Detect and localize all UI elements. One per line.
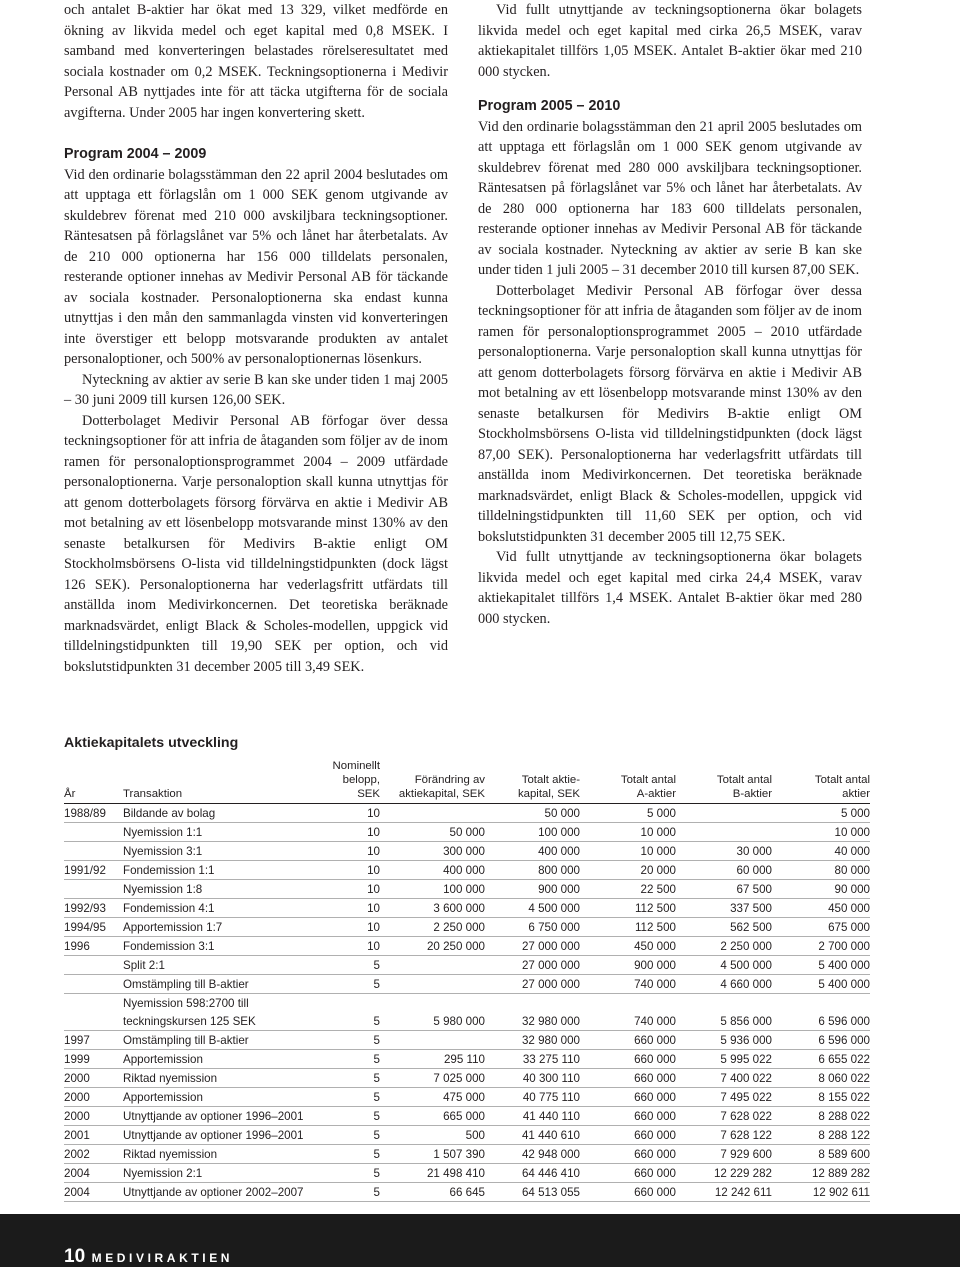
table-row <box>64 937 870 956</box>
table-cell: 100 000 <box>485 823 580 842</box>
table-cell: teckningskursen 125 SEK <box>123 1012 320 1031</box>
left-text-column <box>64 0 448 677</box>
paragraph: och antalet B-aktier har ökat med 13 329, vilket medförde en ökning av likvida medel och eget kapital med 0,8 MSEK. I samband med konverteringen belastades rörelseresultatet med sociala kostnader om 0,2 MSEK. Teckningsoptionerna i Medivir Personal AB nyttjades inte för att täcka utgifterna för de sociala avgifterna. Under 2005 har ingen konvertering skett. <box>64 2 448 121</box>
table-cell: 60 000 <box>676 861 772 880</box>
paragraph: Nyteckning av aktier av serie B kan ske under tiden 1 maj 2005 – 30 juni 2009 till kursen 126,00 SEK. <box>64 371 448 408</box>
table-row <box>64 1164 870 1183</box>
table-row <box>64 899 870 918</box>
table-row <box>64 861 870 880</box>
table-cell: 10 000 <box>580 842 676 861</box>
table-cell: 450 000 <box>580 937 676 956</box>
table-cell: 90 000 <box>772 880 870 899</box>
table-cell <box>485 994 580 1013</box>
table-cell <box>64 956 123 975</box>
paragraph: Vid fullt utnyttjande av teckningsoptionerna ökar bolagets likvida medel och eget kapital med cirka 24,4 MSEK, varav aktiekapitalet tillförs 1,4 MSEK. Antalet B-aktier ökar med 280 000 stycken. <box>478 549 862 627</box>
table-cell: 6 596 000 <box>772 1031 870 1050</box>
table-cell <box>676 804 772 823</box>
table-row <box>64 823 870 842</box>
header-transaction: Transaktion <box>123 759 320 804</box>
table-cell: 450 000 <box>772 899 870 918</box>
table-cell: 10 <box>320 842 380 861</box>
paragraph: Vid den ordinarie bolagsstämman den 22 april 2004 beslutades om att upptaga ett förlagslån om 1 000 SEK genom utgivande av skuldebrev förenat med 210 000 avskiljbara teckningsoptioner. Räntesatsen på förlagslånet var 5% och lånet har återbetalats. Av de 210 000 optionerna har 156 000 tilldelats personalen, resterande optioner innehas av Medivir Personal AB för täckande av sociala kostnader. Personaloptionerna ska endast kunna utnyttjas i den mån den sammanlagda vinsten vid konverteringen inte överstiger ett belopp motsvarande produkten av antalet personaloptioner, och 500% av personaloptionernas lösenkurs. <box>64 166 448 367</box>
table-cell <box>64 975 123 994</box>
table-cell: 295 110 <box>380 1050 485 1069</box>
table-cell: Riktad nyemission <box>123 1145 320 1164</box>
table-row <box>64 1145 870 1164</box>
table-cell: 67 500 <box>676 880 772 899</box>
table-cell: 64 513 055 <box>485 1183 580 1202</box>
table-cell: 660 000 <box>580 1069 676 1088</box>
table-cell: 1 507 390 <box>380 1145 485 1164</box>
right-text-column <box>478 0 862 629</box>
table-cell: 7 628 122 <box>676 1126 772 1145</box>
table-cell: 21 498 410 <box>380 1164 485 1183</box>
table-cell: 1991/92 <box>64 861 123 880</box>
table-cell: 2000 <box>64 1069 123 1088</box>
table-cell: 5 <box>320 1183 380 1202</box>
table-cell: 20 250 000 <box>380 937 485 956</box>
paragraph: Dotterbolaget Medivir Personal AB förfogar över dessa teckningsoptioner för att infria de åtaganden som följer av de inom ramen för personaloptionsprogrammet 2005 – 2010 utfärdade personaloptionerna. Varje personaloption skall kunna utnyttjas för att genom dotterbolagets försorg förvärva en aktie i Medivir AB mot betalning av ett lösenbelopp motsvarande minst 130% av den senaste betalkursen för Medivirs B-aktie enligt OM Stockholmsbörsens O-lista vid tilldelningstidpunkten (dock lägst 87,00 SEK). Personaloptionerna har vederlagsfritt utfärdats till anställda inom Medivirkoncernen. Det teoretiska beräknade marknadsvärdet, enligt Black & Scholes-modellen, uppgick vid tilldelningstidpunkten till 11,60 SEK per option, och vid bokslutstidpunkten 31 december 2005 till 12,75 SEK. <box>478 282 862 545</box>
table-cell: 5 000 <box>580 804 676 823</box>
table-cell: 7 495 022 <box>676 1088 772 1107</box>
table-row <box>64 804 870 823</box>
table-cell: 1988/89 <box>64 804 123 823</box>
table-row <box>64 1031 870 1050</box>
table-cell: 5 <box>320 1088 380 1107</box>
share-capital-table <box>64 759 870 1202</box>
table-cell <box>380 994 485 1013</box>
table-cell: 300 000 <box>380 842 485 861</box>
header-year: År <box>64 759 123 804</box>
section-heading-program-2005: Program 2005 – 2010 <box>478 98 621 114</box>
table-cell <box>320 994 380 1013</box>
table-cell: 5 400 000 <box>772 956 870 975</box>
table-cell: 12 229 282 <box>676 1164 772 1183</box>
page-number: 10 <box>64 1246 86 1267</box>
table-cell: 10 <box>320 918 380 937</box>
table-cell: 5 <box>320 1050 380 1069</box>
table-cell: 8 288 022 <box>772 1107 870 1126</box>
table-cell: 660 000 <box>580 1107 676 1126</box>
table-cell: Fondemission 1:1 <box>123 861 320 880</box>
table-cell: 40 775 110 <box>485 1088 580 1107</box>
table-cell: 5 <box>320 1031 380 1050</box>
paragraph: Vid fullt utnyttjande av teckningsoptionerna ökar bolagets likvida medel och eget kapital med cirka 26,5 MSEK, varav aktiekapitalet tillförs 1,05 MSEK. Antalet B-aktier ökar med 210 000 stycken. <box>478 2 862 80</box>
table-cell: 2001 <box>64 1126 123 1145</box>
table-cell: 5 <box>320 1069 380 1088</box>
table-cell: Fondemission 4:1 <box>123 899 320 918</box>
table-cell: 660 000 <box>580 1031 676 1050</box>
table-cell <box>64 880 123 899</box>
table-cell: 562 500 <box>676 918 772 937</box>
table-cell: 5 936 000 <box>676 1031 772 1050</box>
table-row <box>64 994 870 1013</box>
table-cell: 10 <box>320 861 380 880</box>
table-cell: 40 000 <box>772 842 870 861</box>
table-cell: 10 000 <box>580 823 676 842</box>
table-cell: Nyemission 1:1 <box>123 823 320 842</box>
table-cell: 5 <box>320 1126 380 1145</box>
table-cell: 42 948 000 <box>485 1145 580 1164</box>
table-cell: 2000 <box>64 1107 123 1126</box>
table-cell: 10 <box>320 880 380 899</box>
table-cell: 400 000 <box>380 861 485 880</box>
table-cell <box>380 804 485 823</box>
table-row <box>64 1183 870 1202</box>
header-total: Totalt antal aktier <box>772 759 870 804</box>
table-cell: 64 446 410 <box>485 1164 580 1183</box>
table-cell: 1999 <box>64 1050 123 1069</box>
table-cell: Omstämpling till B-aktier <box>123 975 320 994</box>
paragraph: Dotterbolaget Medivir Personal AB förfogar över dessa teckningsoptioner för att infria de åtaganden som följer av de inom ramen för personaloptionsprogrammet 2004 – 2009 utfärdade personaloptionerna. Varje personaloption skall kunna utnyttjas för att genom dotterbolagets försorg förvärva en aktie i Medivir AB mot betalning av ett lösenbelopp motsvarande minst 130% av den senaste betalkursen för Medivirs B-aktie enligt OM Stockholmsbörsens O-lista vid tilldelningstidpunkten (dock lägst 126 SEK). Personaloptionerna har vederlagsfritt utfärdats till anställda inom Medivirkoncernen. Det teoretiska beräknade marknadsvärdet, enligt Black & Scholes-modellen, uppgick vid tilldelningstidpunkten till 19,90 SEK per option, och vid bokslutstidpunkten 31 december 2005 till 3,49 SEK. <box>64 412 448 675</box>
table-cell: Omstämpling till B-aktier <box>123 1031 320 1050</box>
table-cell: 33 275 110 <box>485 1050 580 1069</box>
paragraph: Vid den ordinarie bolagsstämman den 21 april 2005 beslutades om att upptaga ett förlagslån om 1 000 SEK genom utgivande av skuldebrev förenat med 280 000 avskiljbara teckningsoptioner. Räntesatsen på förlagslånet var 5% och lånet har återbetalats. Av de 280 000 optionerna har 183 600 tilldelats personalen, resterande optioner innehas av Medivir Personal AB för täckande av sociala kostnader. Nyteckning av aktier av serie B kan ske under tiden 1 juli 2005 – 31 december 2010 till kursen 87,00 SEK. <box>478 118 862 278</box>
table-cell: 660 000 <box>580 1183 676 1202</box>
table-cell: Bildande av bolag <box>123 804 320 823</box>
table-cell: 4 660 000 <box>676 975 772 994</box>
table-cell <box>772 994 870 1013</box>
table-cell: 1994/95 <box>64 918 123 937</box>
table-row <box>64 1012 870 1031</box>
table-cell: 475 000 <box>380 1088 485 1107</box>
table-cell: Utnyttjande av optioner 1996–2001 <box>123 1126 320 1145</box>
table-cell <box>676 823 772 842</box>
table-cell <box>380 975 485 994</box>
table-cell: 5 <box>320 1164 380 1183</box>
table-cell: 2002 <box>64 1145 123 1164</box>
table-body <box>64 804 870 1202</box>
table-cell: Nyemission 3:1 <box>123 842 320 861</box>
table-cell: 1997 <box>64 1031 123 1050</box>
table-cell: 22 500 <box>580 880 676 899</box>
table-cell: 5 856 000 <box>676 1012 772 1031</box>
table-cell: 665 000 <box>380 1107 485 1126</box>
table-cell: 10 <box>320 899 380 918</box>
table-row <box>64 1126 870 1145</box>
table-row <box>64 842 870 861</box>
table-cell: 5 <box>320 975 380 994</box>
table-cell: 5 000 <box>772 804 870 823</box>
header-nominal: Nominellt belopp, SEK <box>320 759 380 804</box>
table-cell: 6 596 000 <box>772 1012 870 1031</box>
table-row <box>64 1088 870 1107</box>
page-footer <box>0 1214 960 1267</box>
table-cell: Nyemission 598:2700 till <box>123 996 249 1010</box>
table-cell: 5 <box>320 1145 380 1164</box>
table-cell: 5 980 000 <box>380 1012 485 1031</box>
table-cell: 27 000 000 <box>485 975 580 994</box>
header-change: Förändring av aktiekapital, SEK <box>380 759 485 804</box>
table-cell: 3 600 000 <box>380 899 485 918</box>
table-cell: 41 440 110 <box>485 1107 580 1126</box>
table-row <box>64 1107 870 1126</box>
table-cell: 6 655 022 <box>772 1050 870 1069</box>
table-cell: 32 980 000 <box>485 1031 580 1050</box>
table-cell: 4 500 000 <box>676 956 772 975</box>
table-cell: 4 500 000 <box>485 899 580 918</box>
table-header <box>64 759 870 804</box>
table-cell: 10 <box>320 937 380 956</box>
table-title: Aktiekapitalets utveckling <box>64 735 239 751</box>
table-cell: 740 000 <box>580 1012 676 1031</box>
table-cell: 800 000 <box>485 861 580 880</box>
table-cell: 900 000 <box>580 956 676 975</box>
header-total-b: Totalt antal B-aktier <box>676 759 772 804</box>
table-cell: Fondemission 3:1 <box>123 937 320 956</box>
table-cell: 12 242 611 <box>676 1183 772 1202</box>
table-row <box>64 1050 870 1069</box>
table-cell: 660 000 <box>580 1164 676 1183</box>
table-cell: 12 902 611 <box>772 1183 870 1202</box>
table-cell: 5 <box>320 1107 380 1126</box>
table-cell: 40 300 110 <box>485 1069 580 1088</box>
table-cell: Riktad nyemission <box>123 1069 320 1088</box>
table-cell: 5 400 000 <box>772 975 870 994</box>
table-cell: 2000 <box>64 1088 123 1107</box>
table-cell: 900 000 <box>485 880 580 899</box>
table-cell: 2 250 000 <box>380 918 485 937</box>
table-cell: 660 000 <box>580 1145 676 1164</box>
table-cell: 8 155 022 <box>772 1088 870 1107</box>
table-cell: 6 750 000 <box>485 918 580 937</box>
table-cell: 12 889 282 <box>772 1164 870 1183</box>
table-cell: Utnyttjande av optioner 1996–2001 <box>123 1107 320 1126</box>
table-row <box>64 1069 870 1088</box>
table-cell: Nyemission 2:1 <box>123 1164 320 1183</box>
table-cell: 30 000 <box>676 842 772 861</box>
table-cell: 1992/93 <box>64 899 123 918</box>
header-total-a: Totalt antal A-aktier <box>580 759 676 804</box>
table-cell: 10 <box>320 823 380 842</box>
table-cell <box>676 994 772 1013</box>
table-cell <box>380 956 485 975</box>
table-cell: Apportemission <box>123 1088 320 1107</box>
table-cell: 2 700 000 <box>772 937 870 956</box>
table-cell: 8 060 022 <box>772 1069 870 1088</box>
table-cell <box>64 842 123 861</box>
share-capital-table-section <box>64 733 870 1202</box>
table-cell: 7 929 600 <box>676 1145 772 1164</box>
table-cell <box>64 823 123 842</box>
table-cell: 740 000 <box>580 975 676 994</box>
footer-text <box>64 1246 233 1269</box>
table-cell: 2 250 000 <box>676 937 772 956</box>
table-cell <box>580 994 676 1013</box>
header-total-capital: Totalt aktie- kapital, SEK <box>485 759 580 804</box>
table-cell: 500 <box>380 1126 485 1145</box>
table-cell: 660 000 <box>580 1126 676 1145</box>
table-cell: 100 000 <box>380 880 485 899</box>
table-row <box>64 975 870 994</box>
table-cell: 27 000 000 <box>485 937 580 956</box>
table-cell: Apportemission <box>123 1050 320 1069</box>
table-cell: 112 500 <box>580 918 676 937</box>
table-cell: 337 500 <box>676 899 772 918</box>
table-cell: 2004 <box>64 1164 123 1183</box>
table-cell: 50 000 <box>380 823 485 842</box>
table-cell: Utnyttjande av optioner 2002–2007 <box>123 1183 320 1202</box>
table-cell: 7 025 000 <box>380 1069 485 1088</box>
table-cell: 660 000 <box>580 1050 676 1069</box>
table-cell: Split 2:1 <box>123 956 320 975</box>
table-cell: 66 645 <box>380 1183 485 1202</box>
table-cell: 41 440 610 <box>485 1126 580 1145</box>
table-cell: 660 000 <box>580 1088 676 1107</box>
table-cell: 7 400 022 <box>676 1069 772 1088</box>
table-cell: 20 000 <box>580 861 676 880</box>
table-cell: 5 <box>320 1012 380 1031</box>
table-row <box>64 880 870 899</box>
table-cell: 2004 <box>64 1183 123 1202</box>
table-cell: 400 000 <box>485 842 580 861</box>
table-cell: 32 980 000 <box>485 1012 580 1031</box>
table-cell: 7 628 022 <box>676 1107 772 1126</box>
table-cell: 1996 <box>64 937 123 956</box>
table-row <box>64 956 870 975</box>
table-row <box>64 918 870 937</box>
table-cell: Nyemission 1:8 <box>123 880 320 899</box>
table-cell: 8 288 122 <box>772 1126 870 1145</box>
table-cell: 5 995 022 <box>676 1050 772 1069</box>
section-heading-program-2004: Program 2004 – 2009 <box>64 146 207 162</box>
table-cell <box>380 1031 485 1050</box>
table-cell <box>64 994 123 1013</box>
table-cell: 10 000 <box>772 823 870 842</box>
table-cell: 112 500 <box>580 899 676 918</box>
table-cell: 675 000 <box>772 918 870 937</box>
table-cell: 50 000 <box>485 804 580 823</box>
publication-title: MEDIVIRAKTIEN <box>91 1251 234 1265</box>
table-cell: 10 <box>320 804 380 823</box>
table-cell <box>64 1012 123 1031</box>
table-cell: 5 <box>320 956 380 975</box>
table-cell: 8 589 600 <box>772 1145 870 1164</box>
table-cell: Apportemission 1:7 <box>123 918 320 937</box>
table-cell: 27 000 000 <box>485 956 580 975</box>
table-cell: 80 000 <box>772 861 870 880</box>
